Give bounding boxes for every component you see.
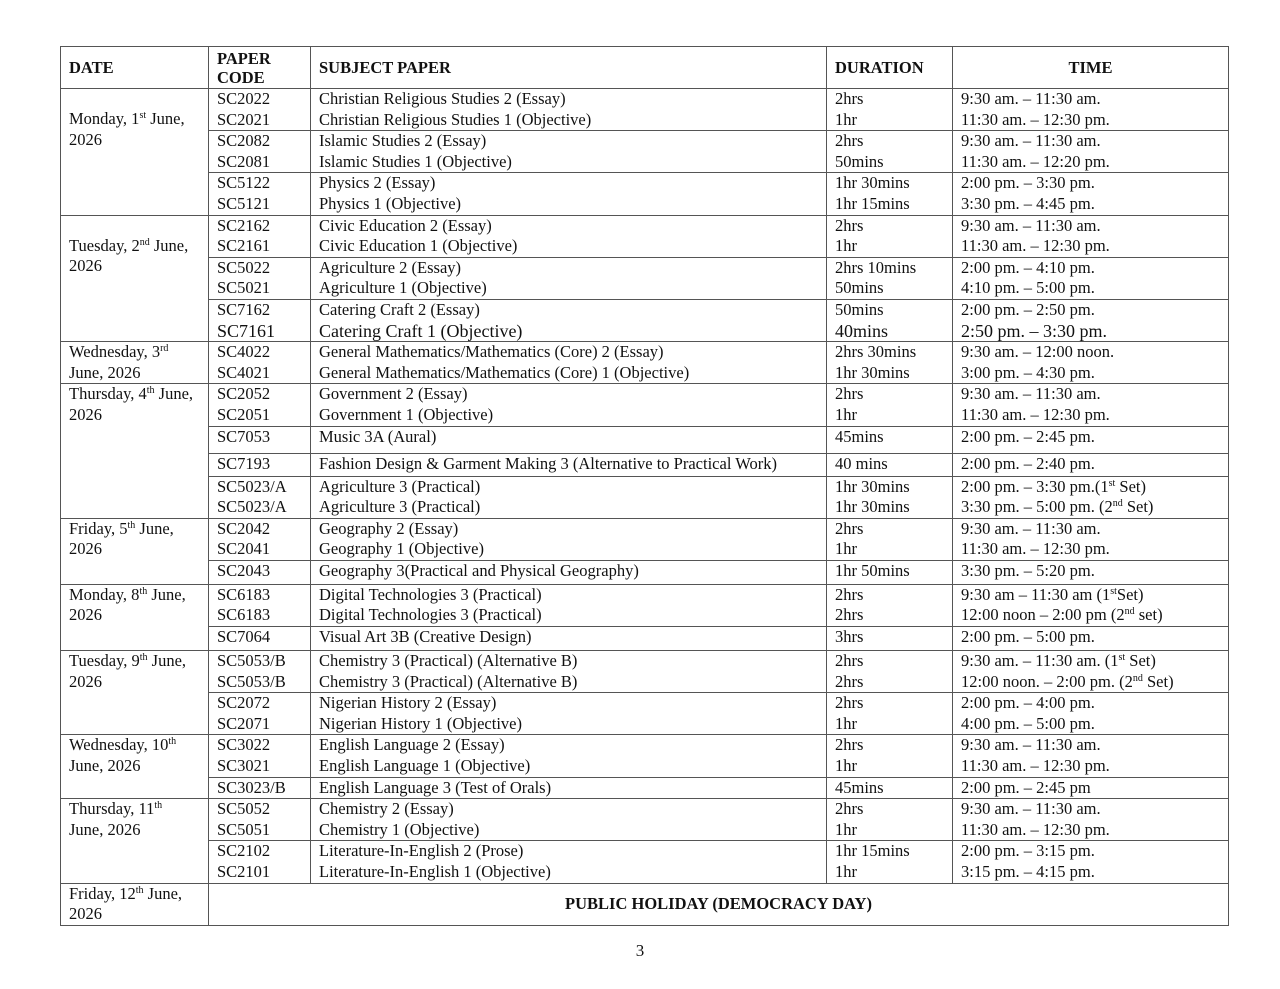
header-paper-code: PAPER CODE	[209, 47, 311, 89]
duration-cell: 1hr 30mins 1hr 15mins	[827, 173, 953, 215]
time-cell: 2:00 pm. – 3:30 pm. 3:30 pm. – 4:45 pm.	[953, 173, 1229, 215]
duration-cell: 2hrs 1hr	[827, 215, 953, 257]
code-cell: SC5052 SC5051	[209, 799, 311, 841]
subject-cell: Agriculture 2 (Essay) Agriculture 1 (Objective)	[311, 257, 827, 299]
table-row	[61, 584, 1229, 626]
header-time: TIME	[953, 47, 1229, 89]
duration-cell: 3hrs	[827, 627, 953, 651]
code-cell: SC5023/A SC5023/A	[209, 476, 311, 518]
date-cell: Thursday, 11th June, 2026	[61, 799, 209, 883]
time-cell: 2:00 pm. – 2:50 pm. 2:50 pm. – 3:30 pm.	[953, 299, 1229, 341]
time-cell: 9:30 am. – 11:30 am. 11:30 am. – 12:30 pm.	[953, 518, 1229, 560]
duration-cell: 2hrs 50mins	[827, 131, 953, 173]
code-cell: SC4022 SC4021	[209, 342, 311, 384]
table-row	[61, 693, 1229, 735]
table-row	[61, 560, 1229, 584]
code-cell: SC2043	[209, 560, 311, 584]
duration-cell: 2hrs 1hr	[827, 518, 953, 560]
time-cell: 9:30 am – 11:30 am (1stSet) 12:00 noon – 2:00 pm (2nd set)	[953, 584, 1229, 626]
subject-cell: Fashion Design & Garment Making 3 (Alternative to Practical Work)	[311, 453, 827, 476]
table-row	[61, 299, 1229, 341]
subject-cell: Agriculture 3 (Practical) Agriculture 3 (Practical)	[311, 476, 827, 518]
time-cell: 9:30 am. – 11:30 am. 11:30 am. – 12:20 pm.	[953, 131, 1229, 173]
duration-cell: 45mins	[827, 426, 953, 453]
duration-cell: 2hrs 2hrs	[827, 651, 953, 693]
subject-cell: General Mathematics/Mathematics (Core) 2 (Essay) General Mathematics/Mathematics (Core) 1 (Objective)	[311, 342, 827, 384]
code-cell: SC2162 SC2161	[209, 215, 311, 257]
date-cell: Thursday, 4th June, 2026	[61, 384, 209, 518]
duration-cell: 2hrs 30mins 1hr 30mins	[827, 342, 953, 384]
date-cell: Tuesday, 9th June, 2026	[61, 651, 209, 735]
time-cell: 9:30 am. – 12:00 noon. 3:00 pm. – 4:30 pm.	[953, 342, 1229, 384]
duration-cell: 40 mins	[827, 453, 953, 476]
subject-cell: Visual Art 3B (Creative Design)	[311, 627, 827, 651]
code-cell: SC2082 SC2081	[209, 131, 311, 173]
subject-cell: Chemistry 3 (Practical) (Alternative B) Chemistry 3 (Practical) (Alternative B)	[311, 651, 827, 693]
subject-cell: Literature-In-English 2 (Prose) Literature-In-English 1 (Objective)	[311, 841, 827, 883]
duration-cell: 2hrs 2hrs	[827, 584, 953, 626]
date-cell: Friday, 5th June, 2026	[61, 518, 209, 584]
duration-cell: 1hr 30mins 1hr 30mins	[827, 476, 953, 518]
time-cell: 9:30 am. – 11:30 am. 11:30 am. – 12:30 pm.	[953, 89, 1229, 131]
subject-cell: Geography 2 (Essay) Geography 1 (Objective)	[311, 518, 827, 560]
public-holiday-cell: PUBLIC HOLIDAY (DEMOCRACY DAY)	[209, 883, 1229, 925]
time-cell: 2:00 pm. – 3:15 pm. 3:15 pm. – 4:15 pm.	[953, 841, 1229, 883]
table-row	[61, 215, 1229, 257]
timetable-table	[60, 46, 1229, 926]
duration-cell: 45mins	[827, 777, 953, 799]
table-row	[61, 883, 1229, 925]
date-cell: Wednesday, 10th June, 2026	[61, 735, 209, 799]
subject-cell: Chemistry 2 (Essay) Chemistry 1 (Objective)	[311, 799, 827, 841]
time-cell: 9:30 am. – 11:30 am. 11:30 am. – 12:30 pm.	[953, 215, 1229, 257]
duration-cell: 2hrs 1hr	[827, 89, 953, 131]
code-cell: SC2022 SC2021	[209, 89, 311, 131]
duration-cell: 2hrs 1hr	[827, 799, 953, 841]
subject-cell: Islamic Studies 2 (Essay) Islamic Studies 1 (Objective)	[311, 131, 827, 173]
subject-cell: Digital Technologies 3 (Practical) Digital Technologies 3 (Practical)	[311, 584, 827, 626]
duration-cell: 50mins 40mins	[827, 299, 953, 341]
exam-timetable	[60, 46, 1228, 926]
subject-cell: English Language 2 (Essay) English Language 1 (Objective)	[311, 735, 827, 777]
code-cell: SC2052 SC2051	[209, 384, 311, 426]
table-row	[61, 453, 1229, 476]
subject-cell: Nigerian History 2 (Essay) Nigerian History 1 (Objective)	[311, 693, 827, 735]
duration-cell: 2hrs 1hr	[827, 735, 953, 777]
table-row	[61, 651, 1229, 693]
table-row	[61, 518, 1229, 560]
table-row	[61, 627, 1229, 651]
table-row	[61, 257, 1229, 299]
time-cell: 3:30 pm. – 5:20 pm.	[953, 560, 1229, 584]
subject-cell: Christian Religious Studies 2 (Essay) Christian Religious Studies 1 (Objective)	[311, 89, 827, 131]
code-cell: SC7053	[209, 426, 311, 453]
code-cell: SC5022 SC5021	[209, 257, 311, 299]
header-row	[61, 47, 1229, 89]
code-cell: SC2102 SC2101	[209, 841, 311, 883]
time-cell: 2:00 pm. – 4:00 pm. 4:00 pm. – 5:00 pm.	[953, 693, 1229, 735]
code-cell: SC7193	[209, 453, 311, 476]
table-row	[61, 173, 1229, 215]
date-cell: Tuesday, 2nd June, 2026	[61, 215, 209, 342]
subject-cell: Civic Education 2 (Essay) Civic Education 1 (Objective)	[311, 215, 827, 257]
subject-cell: Catering Craft 2 (Essay) Catering Craft 1 (Objective)	[311, 299, 827, 341]
header-date: DATE	[61, 47, 209, 89]
time-cell: 2:00 pm. – 3:30 pm.(1st Set) 3:30 pm. – 5:00 pm. (2nd Set)	[953, 476, 1229, 518]
table-row	[61, 476, 1229, 518]
time-cell: 2:00 pm. – 2:40 pm.	[953, 453, 1229, 476]
time-cell: 9:30 am. – 11:30 am. 11:30 am. – 12:30 pm.	[953, 799, 1229, 841]
duration-cell: 1hr 15mins 1hr	[827, 841, 953, 883]
table-row	[61, 384, 1229, 426]
table-row	[61, 799, 1229, 841]
time-cell: 9:30 am. – 11:30 am. 11:30 am. – 12:30 pm.	[953, 735, 1229, 777]
code-cell: SC2072 SC2071	[209, 693, 311, 735]
duration-cell: 2hrs 10mins 50mins	[827, 257, 953, 299]
table-row	[61, 841, 1229, 883]
date-cell: Monday, 8th June, 2026	[61, 584, 209, 650]
code-cell: SC7064	[209, 627, 311, 651]
duration-cell: 2hrs 1hr	[827, 693, 953, 735]
date-cell: Wednesday, 3rd June, 2026	[61, 342, 209, 384]
page-number: 3	[635, 941, 645, 960]
table-row	[61, 342, 1229, 384]
date-cell: Friday, 12th June, 2026	[61, 883, 209, 925]
subject-cell: Geography 3(Practical and Physical Geography)	[311, 560, 827, 584]
duration-cell: 2hrs 1hr	[827, 384, 953, 426]
time-cell: 9:30 am. – 11:30 am. 11:30 am. – 12:30 pm.	[953, 384, 1229, 426]
table-row	[61, 735, 1229, 777]
subject-cell: Government 2 (Essay) Government 1 (Objective)	[311, 384, 827, 426]
time-cell: 2:00 pm. – 5:00 pm.	[953, 627, 1229, 651]
header-subject-paper: SUBJECT PAPER	[311, 47, 827, 89]
table-row	[61, 89, 1229, 131]
time-cell: 2:00 pm. – 2:45 pm.	[953, 426, 1229, 453]
code-cell: SC2042 SC2041	[209, 518, 311, 560]
header-duration: DURATION	[827, 47, 953, 89]
time-cell: 2:00 pm. – 2:45 pm	[953, 777, 1229, 799]
duration-cell: 1hr 50mins	[827, 560, 953, 584]
code-cell: SC3023/B	[209, 777, 311, 799]
subject-cell: English Language 3 (Test of Orals)	[311, 777, 827, 799]
code-cell: SC6183 SC6183	[209, 584, 311, 626]
time-cell: 9:30 am. – 11:30 am. (1st Set) 12:00 noon. – 2:00 pm. (2nd Set)	[953, 651, 1229, 693]
table-row	[61, 777, 1229, 799]
code-cell: SC7162 SC7161	[209, 299, 311, 341]
code-cell: SC5122 SC5121	[209, 173, 311, 215]
table-row	[61, 131, 1229, 173]
code-cell: SC5053/B SC5053/B	[209, 651, 311, 693]
subject-cell: Physics 2 (Essay) Physics 1 (Objective)	[311, 173, 827, 215]
code-cell: SC3022 SC3021	[209, 735, 311, 777]
date-cell: Monday, 1st June, 2026	[61, 89, 209, 216]
time-cell: 2:00 pm. – 4:10 pm. 4:10 pm. – 5:00 pm.	[953, 257, 1229, 299]
subject-cell: Music 3A (Aural)	[311, 426, 827, 453]
table-row	[61, 426, 1229, 453]
